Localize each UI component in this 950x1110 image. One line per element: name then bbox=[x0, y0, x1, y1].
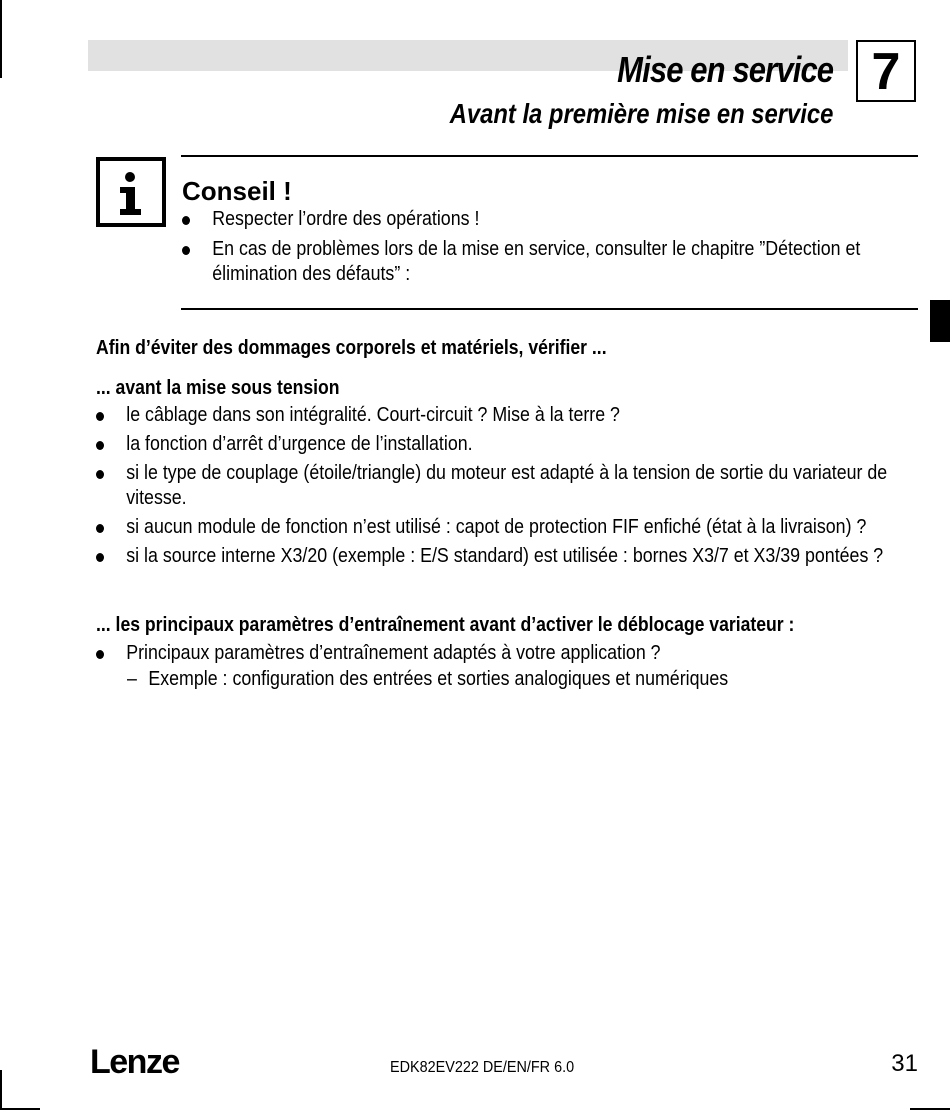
list-item-text: Principaux paramètres d’entraînement adaptés à votre application ? bbox=[126, 642, 661, 664]
bullet-icon bbox=[96, 412, 104, 421]
document-id: EDK82EV222 DE/EN/FR 6.0 bbox=[390, 1059, 575, 1076]
bullet-icon bbox=[96, 470, 104, 479]
bullet-icon bbox=[182, 216, 190, 225]
hint-title: Conseil ! bbox=[182, 176, 292, 206]
sub-list-item bbox=[127, 667, 728, 692]
list-item-text: si le type de couplage (étoile/triangle) du moteur est adapté à la tension de sortie du variateur de vitesse. bbox=[126, 462, 888, 509]
hint-item-text: En cas de problèmes lors de la mise en service, consulter le chapitre ”Détection et élimination des défauts” : bbox=[212, 238, 861, 285]
intro-text: Afin d’éviter des dommages corporels et matériels, vérifier ... bbox=[96, 337, 607, 359]
list-item bbox=[96, 461, 922, 511]
section1-heading: ... avant la mise sous tension bbox=[96, 377, 340, 399]
section1-list bbox=[96, 403, 950, 573]
lenze-logo: Lenze bbox=[90, 1043, 179, 1081]
list-item bbox=[96, 544, 922, 569]
hint-item bbox=[182, 207, 912, 232]
section2-heading: ... les principaux paramètres d’entraînement avant d’activer le déblocage variateur : bbox=[96, 614, 795, 636]
list-item-text: le câblage dans son intégralité. Court-circuit ? Mise à la terre ? bbox=[126, 404, 620, 426]
list-item bbox=[96, 641, 922, 666]
chapter-side-tab bbox=[930, 300, 950, 342]
list-item-text: la fonction d’arrêt d’urgence de l’installation. bbox=[126, 433, 473, 455]
list-item-text: si la source interne X3/20 (exemple : E/S standard) est utilisée : bornes X3/7 et X3/39 pontées ? bbox=[126, 545, 884, 567]
hint-item bbox=[182, 237, 912, 287]
chapter-title: Mise en service bbox=[616, 49, 833, 90]
dash-icon: – bbox=[127, 668, 137, 690]
info-icon bbox=[96, 157, 166, 227]
sub-list-item-text: Exemple : configuration des entrées et sorties analogiques et numériques bbox=[148, 668, 729, 690]
chapter-number-box: 7 bbox=[856, 40, 916, 102]
bullet-icon bbox=[96, 524, 104, 533]
hint-bottom-rule bbox=[181, 308, 918, 310]
section2-list bbox=[96, 641, 950, 670]
bullet-icon bbox=[96, 553, 104, 562]
hint-list bbox=[182, 207, 950, 292]
page-number: 31 bbox=[891, 1050, 918, 1077]
list-item bbox=[96, 432, 922, 457]
list-item-text: si aucun module de fonction n’est utilisé : capot de protection FIF enfiché (état à la livraison) ? bbox=[126, 516, 867, 538]
hint-top-rule bbox=[181, 155, 918, 157]
list-item bbox=[96, 403, 922, 428]
bullet-icon bbox=[182, 246, 190, 255]
crop-mark-bottom-left-vertical bbox=[0, 1070, 2, 1110]
crop-mark-top-left bbox=[0, 0, 2, 78]
bullet-icon bbox=[96, 441, 104, 450]
hint-item-text: Respecter l’ordre des opérations ! bbox=[212, 208, 480, 230]
bullet-icon bbox=[96, 650, 104, 659]
list-item bbox=[96, 515, 922, 540]
chapter-subtitle: Avant la première mise en service bbox=[449, 98, 833, 129]
